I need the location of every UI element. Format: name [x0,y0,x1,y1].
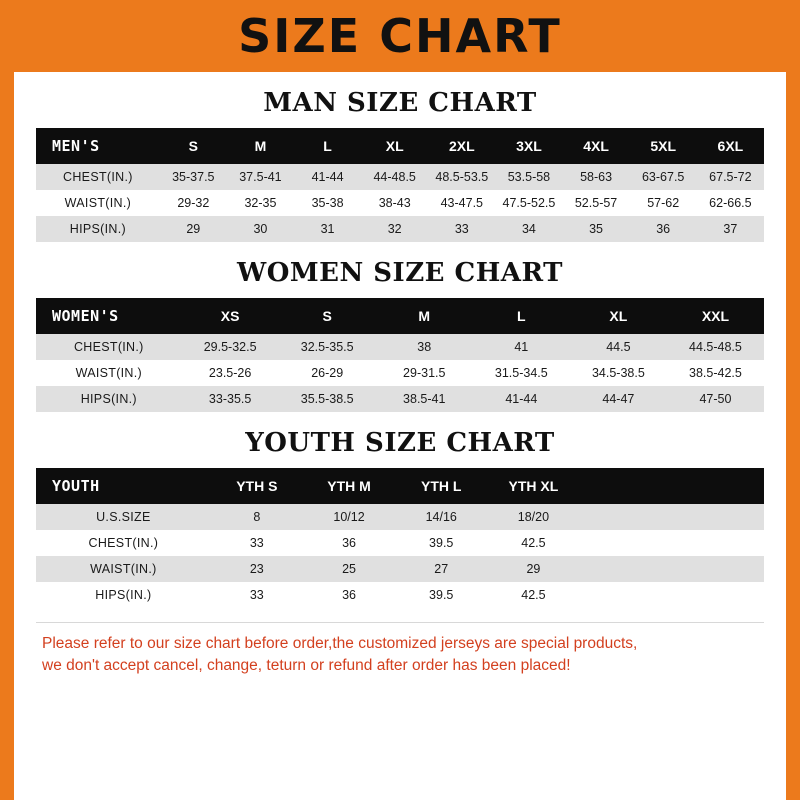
row-label: CHEST(IN.) [36,164,160,190]
women-table-corner: WOMEN'S [36,298,182,334]
table-row [36,164,764,190]
women-col-header: XL [570,298,667,334]
cell [672,556,764,582]
cell: 33 [211,582,303,608]
cell: 37 [697,216,764,242]
cell [672,582,764,608]
cell: 29 [487,556,579,582]
youth-col-header [672,468,764,504]
row-label: HIPS(IN.) [36,582,211,608]
row-label: WAIST(IN.) [36,190,160,216]
cell: 35 [563,216,630,242]
cell: 23.5-26 [182,360,279,386]
cell: 36 [630,216,697,242]
table-header-row [36,298,764,334]
cell: 41-44 [473,386,570,412]
cell: 52.5-57 [563,190,630,216]
table-header-row [36,468,764,504]
table-row [36,582,764,608]
cell: 41-44 [294,164,361,190]
table-row [36,190,764,216]
cell: 39.5 [395,530,487,556]
women-section-title: WOMEN SIZE CHART [237,258,563,288]
men-col-header: 2XL [428,128,495,164]
cell: 33 [428,216,495,242]
cell: 37.5-41 [227,164,294,190]
youth-section-title: YOUTH SIZE CHART [245,428,555,458]
cell: 18/20 [487,504,579,530]
cell: 38 [376,334,473,360]
table-row [36,556,764,582]
table-row [36,360,764,386]
row-label: WAIST(IN.) [36,360,182,386]
cell: 33 [211,530,303,556]
cell: 23 [211,556,303,582]
page-banner [14,0,786,72]
cell [672,530,764,556]
cell: 32.5-35.5 [279,334,376,360]
cell: 25 [303,556,395,582]
cell: 44-47 [570,386,667,412]
cell: 38-43 [361,190,428,216]
table-header-row [36,128,764,164]
youth-col-header: YTH XL [487,468,579,504]
cell: 67.5-72 [697,164,764,190]
men-col-header: 6XL [697,128,764,164]
cell: 38.5-41 [376,386,473,412]
table-row [36,504,764,530]
men-col-header: 4XL [563,128,630,164]
cell [672,504,764,530]
cell [580,504,672,530]
cell: 35-37.5 [160,164,227,190]
row-label: U.S.SIZE [36,504,211,530]
cell: 44.5 [570,334,667,360]
youth-col-header: YTH S [211,468,303,504]
cell: 14/16 [395,504,487,530]
row-label: WAIST(IN.) [36,556,211,582]
cell: 48.5-53.5 [428,164,495,190]
cell: 31.5-34.5 [473,360,570,386]
cell [580,582,672,608]
notice-line-1: Please refer to our size chart before order,the customized jerseys are special products, [42,635,638,652]
cell: 33-35.5 [182,386,279,412]
youth-size-table [36,468,764,608]
youth-col-header [580,468,672,504]
cell: 32 [361,216,428,242]
cell: 29.5-32.5 [182,334,279,360]
row-label: CHEST(IN.) [36,334,182,360]
cell: 30 [227,216,294,242]
order-notice [36,622,764,678]
women-col-header: XS [182,298,279,334]
men-col-header: 5XL [630,128,697,164]
cell: 42.5 [487,530,579,556]
women-col-header: M [376,298,473,334]
cell: 47-50 [667,386,764,412]
men-size-table [36,128,764,242]
table-row [36,386,764,412]
cell: 36 [303,582,395,608]
cell: 44-48.5 [361,164,428,190]
cell: 62-66.5 [697,190,764,216]
men-col-header: S [160,128,227,164]
men-col-header: M [227,128,294,164]
cell: 10/12 [303,504,395,530]
row-label: CHEST(IN.) [36,530,211,556]
cell: 29 [160,216,227,242]
page-title: SIZE CHART [238,9,562,63]
cell: 39.5 [395,582,487,608]
youth-col-header: YTH L [395,468,487,504]
youth-col-header: YTH M [303,468,395,504]
men-col-header: L [294,128,361,164]
cell: 32-35 [227,190,294,216]
cell: 35.5-38.5 [279,386,376,412]
women-col-header: L [473,298,570,334]
cell: 42.5 [487,582,579,608]
cell: 34.5-38.5 [570,360,667,386]
cell: 29-32 [160,190,227,216]
cell: 57-62 [630,190,697,216]
cell: 41 [473,334,570,360]
chart-content [14,88,786,678]
cell: 27 [395,556,487,582]
cell [580,556,672,582]
table-row [36,530,764,556]
men-section-title: MAN SIZE CHART [263,88,537,118]
row-label: HIPS(IN.) [36,216,160,242]
youth-table-corner: YOUTH [36,468,211,504]
cell: 63-67.5 [630,164,697,190]
cell: 29-31.5 [376,360,473,386]
cell [580,530,672,556]
women-col-header: S [279,298,376,334]
row-label: HIPS(IN.) [36,386,182,412]
notice-line-2: we don't accept cancel, change, teturn or refund after order has been placed! [42,657,571,675]
cell: 8 [211,504,303,530]
cell: 36 [303,530,395,556]
men-col-header: XL [361,128,428,164]
cell: 43-47.5 [428,190,495,216]
table-row [36,334,764,360]
cell: 58-63 [563,164,630,190]
women-size-table [36,298,764,412]
men-table-corner: MEN'S [36,128,160,164]
table-row [36,216,764,242]
cell: 34 [495,216,562,242]
cell: 35-38 [294,190,361,216]
cell: 31 [294,216,361,242]
cell: 53.5-58 [495,164,562,190]
cell: 44.5-48.5 [667,334,764,360]
women-col-header: XXL [667,298,764,334]
men-col-header: 3XL [495,128,562,164]
cell: 38.5-42.5 [667,360,764,386]
cell: 26-29 [279,360,376,386]
cell: 47.5-52.5 [495,190,562,216]
